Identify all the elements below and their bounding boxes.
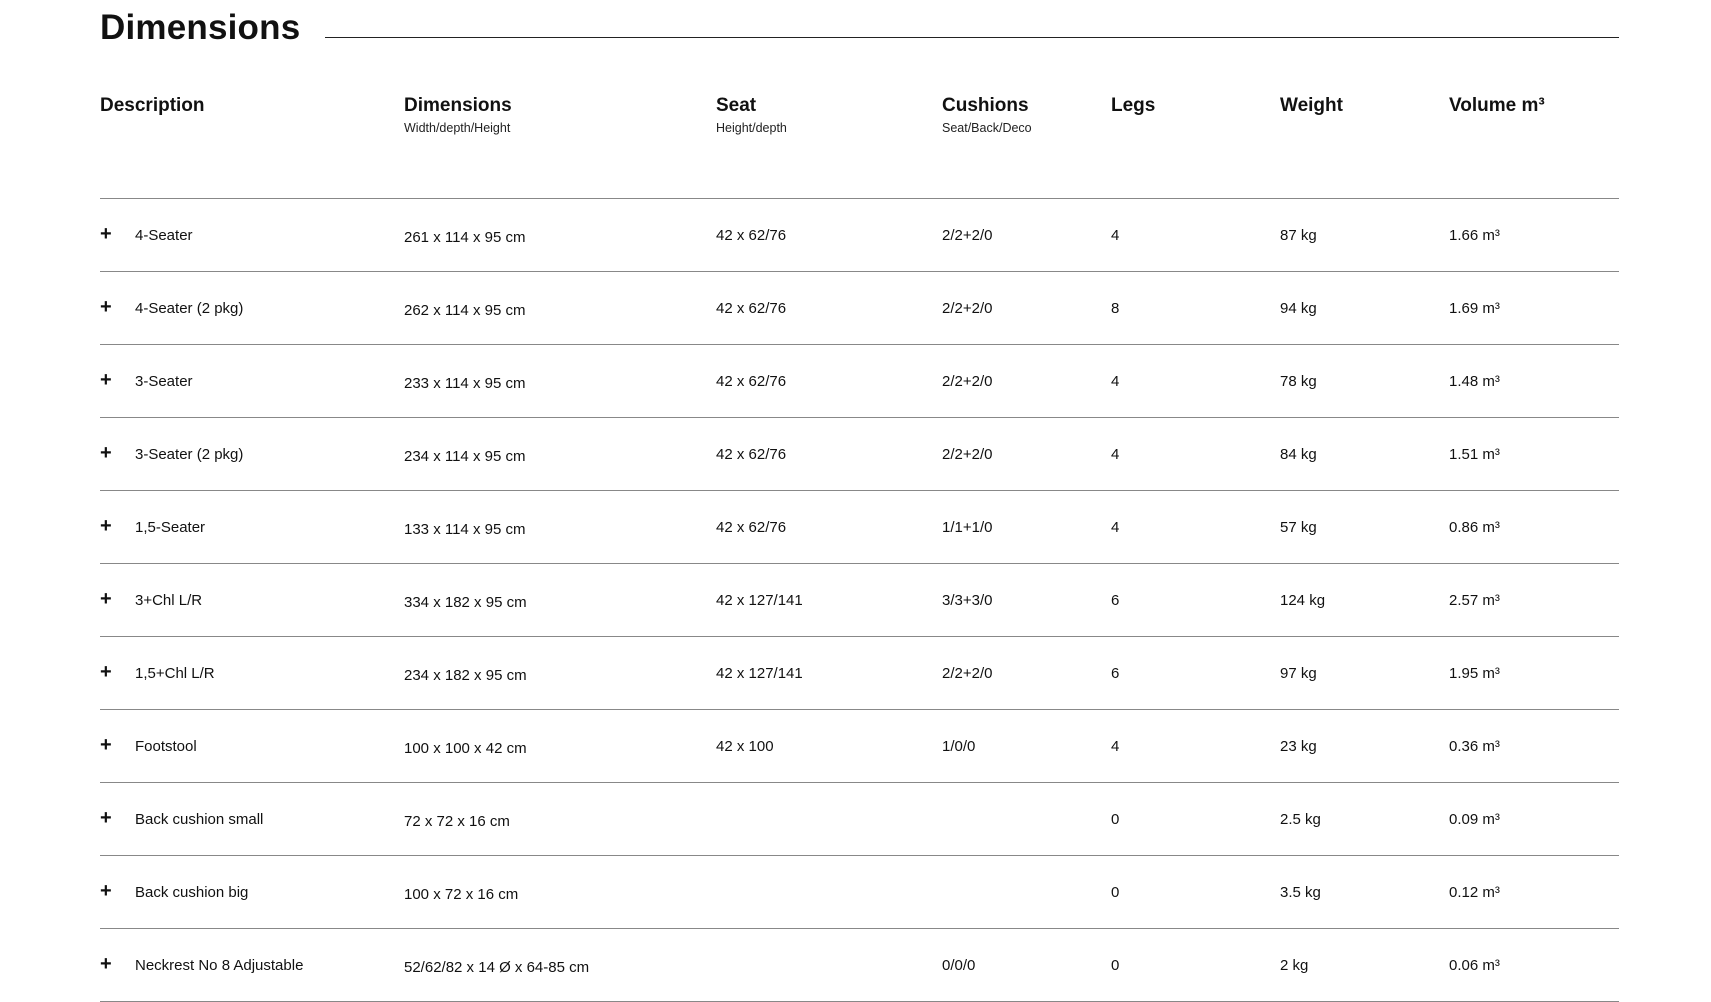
cell-weight: 84 kg <box>1280 446 1317 463</box>
cell-dimensions: 234 x 182 x 95 cm <box>404 667 527 684</box>
table-row[interactable] <box>100 710 1619 783</box>
cell-description: 3-Seater (2 pkg) <box>135 446 244 463</box>
cell-cushions: 0/0/0 <box>942 957 976 974</box>
cell-legs: 6 <box>1111 665 1120 682</box>
cell-volume: 0.36 m³ <box>1449 738 1500 755</box>
cell-dimensions: 100 x 100 x 42 cm <box>404 740 527 757</box>
cell-seat: 42 x 127/141 <box>716 592 803 609</box>
cell-weight: 23 kg <box>1280 738 1317 755</box>
table-row[interactable] <box>100 491 1619 564</box>
cell-volume: 0.09 m³ <box>1449 811 1500 828</box>
header-seat <box>716 94 787 136</box>
cell-legs: 4 <box>1111 519 1120 536</box>
cell-seat: 42 x 127/141 <box>716 665 803 682</box>
title-divider <box>325 37 1619 38</box>
cell-description: 3-Seater <box>135 373 193 390</box>
header-legs <box>1111 94 1155 118</box>
plus-icon[interactable]: + <box>100 515 112 537</box>
cell-dimensions: 334 x 182 x 95 cm <box>404 594 527 611</box>
cell-dimensions: 234 x 114 x 95 cm <box>404 448 526 465</box>
cell-legs: 0 <box>1111 811 1120 828</box>
cell-dimensions: 100 x 72 x 16 cm <box>404 886 519 903</box>
header-label: Dimensions <box>404 95 512 116</box>
cell-volume: 1.95 m³ <box>1449 665 1500 682</box>
table-row[interactable] <box>100 272 1619 345</box>
cell-volume: 0.12 m³ <box>1449 884 1500 901</box>
cell-dimensions: 262 x 114 x 95 cm <box>404 302 526 319</box>
table-row[interactable] <box>100 856 1619 929</box>
header-label: Legs <box>1111 95 1156 116</box>
header-description <box>100 94 205 118</box>
table-row[interactable] <box>100 345 1619 418</box>
cell-legs: 6 <box>1111 592 1120 609</box>
cell-cushions: 3/3+3/0 <box>942 592 993 609</box>
cell-weight: 3.5 kg <box>1280 884 1321 901</box>
cell-seat: 42 x 62/76 <box>716 300 787 317</box>
table-body <box>100 199 1619 1002</box>
plus-icon[interactable]: + <box>100 369 112 391</box>
dimensions-section <box>100 0 1619 1002</box>
cell-volume: 0.06 m³ <box>1449 957 1500 974</box>
cell-weight: 78 kg <box>1280 373 1317 390</box>
cell-description: Back cushion big <box>135 884 249 901</box>
cell-description: Footstool <box>135 738 197 755</box>
cell-weight: 57 kg <box>1280 519 1317 536</box>
table-row[interactable] <box>100 418 1619 491</box>
cell-volume: 0.86 m³ <box>1449 519 1500 536</box>
table-row[interactable] <box>100 929 1619 1002</box>
cell-description: 1,5+Chl L/R <box>135 665 215 682</box>
cell-weight: 2 kg <box>1280 957 1309 974</box>
cell-volume: 1.66 m³ <box>1449 227 1500 244</box>
plus-icon[interactable]: + <box>100 953 112 975</box>
cell-weight: 2.5 kg <box>1280 811 1321 828</box>
cell-legs: 0 <box>1111 957 1120 974</box>
cell-seat: 42 x 62/76 <box>716 373 787 390</box>
header-dimensions <box>404 94 512 136</box>
cell-cushions: 2/2+2/0 <box>942 227 993 244</box>
cell-weight: 124 kg <box>1280 592 1326 609</box>
plus-icon[interactable]: + <box>100 807 112 829</box>
header-label: Seat <box>716 95 757 116</box>
cell-seat: 42 x 62/76 <box>716 227 787 244</box>
cell-legs: 8 <box>1111 300 1120 317</box>
cell-legs: 0 <box>1111 884 1120 901</box>
cell-legs: 4 <box>1111 446 1120 463</box>
cell-legs: 4 <box>1111 227 1120 244</box>
header-label: Volume m³ <box>1449 95 1545 116</box>
cell-dimensions: 261 x 114 x 95 cm <box>404 229 526 246</box>
plus-icon[interactable]: + <box>100 223 112 245</box>
cell-weight: 97 kg <box>1280 665 1317 682</box>
cell-dimensions: 133 x 114 x 95 cm <box>404 521 526 538</box>
cell-volume: 1.69 m³ <box>1449 300 1500 317</box>
table-row[interactable] <box>100 637 1619 710</box>
cell-cushions: 1/1+1/0 <box>942 519 993 536</box>
cell-volume: 1.48 m³ <box>1449 373 1500 390</box>
cell-cushions: 2/2+2/0 <box>942 300 993 317</box>
header-sublabel: Seat/Back/Deco <box>942 121 1032 135</box>
cell-seat: 42 x 62/76 <box>716 446 787 463</box>
header-label: Description <box>100 95 205 116</box>
cell-description: 4-Seater <box>135 227 193 244</box>
table-row[interactable] <box>100 783 1619 856</box>
section-header <box>100 0 1619 60</box>
cell-volume: 2.57 m³ <box>1449 592 1500 609</box>
plus-icon[interactable]: + <box>100 588 112 610</box>
table-header <box>100 94 1619 199</box>
cell-seat: 42 x 62/76 <box>716 519 787 536</box>
cell-dimensions: 52/62/82 x 14 Ø x 64-85 cm <box>404 959 590 976</box>
cell-cushions: 2/2+2/0 <box>942 373 993 390</box>
header-sublabel: Width/depth/Height <box>404 121 511 135</box>
cell-cushions: 1/0/0 <box>942 738 976 755</box>
cell-description: Neckrest No 8 Adjustable <box>135 957 304 974</box>
header-cushions <box>942 94 1032 136</box>
cell-legs: 4 <box>1111 738 1120 755</box>
cell-seat: 42 x 100 <box>716 738 774 755</box>
cell-dimensions: 233 x 114 x 95 cm <box>404 375 526 392</box>
plus-icon[interactable]: + <box>100 880 112 902</box>
cell-weight: 87 kg <box>1280 227 1317 244</box>
table-row[interactable] <box>100 564 1619 637</box>
header-sublabel: Height/depth <box>716 121 787 135</box>
cell-weight: 94 kg <box>1280 300 1317 317</box>
cell-volume: 1.51 m³ <box>1449 446 1500 463</box>
header-weight <box>1280 94 1343 118</box>
plus-icon[interactable]: + <box>100 442 112 464</box>
header-volume <box>1449 94 1545 118</box>
table-row[interactable] <box>100 199 1619 272</box>
cell-description: Back cushion small <box>135 811 264 828</box>
plus-icon[interactable]: + <box>100 296 112 318</box>
header-label: Weight <box>1280 95 1343 116</box>
cell-description: 4-Seater (2 pkg) <box>135 300 244 317</box>
cell-cushions: 2/2+2/0 <box>942 446 993 463</box>
cell-legs: 4 <box>1111 373 1120 390</box>
header-label: Cushions <box>942 95 1029 116</box>
plus-icon[interactable]: + <box>100 661 112 683</box>
cell-description: 1,5-Seater <box>135 519 206 536</box>
cell-dimensions: 72 x 72 x 16 cm <box>404 813 510 830</box>
plus-icon[interactable]: + <box>100 734 112 756</box>
cell-description: 3+Chl L/R <box>135 592 203 609</box>
section-title: Dimensions <box>100 8 301 47</box>
cell-cushions: 2/2+2/0 <box>942 665 993 682</box>
